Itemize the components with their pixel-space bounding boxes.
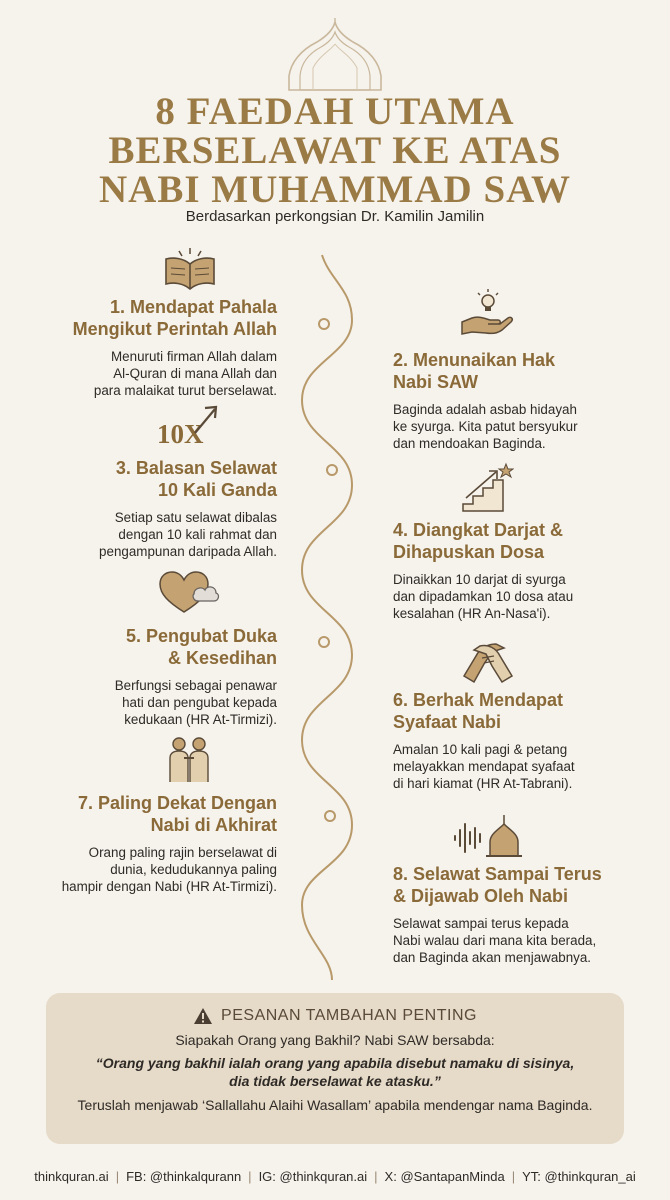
mosque-dome-icon	[275, 18, 395, 93]
benefit-4-title: 4. Diangkat Darjat & Dihapuskan Dosa	[393, 520, 564, 562]
two-people-icon	[166, 736, 212, 784]
notice-question: Siapakah Orang yang Bakhil? Nabi SAW bersabda:	[175, 1032, 495, 1048]
quran-book-icon	[163, 244, 217, 292]
benefit-item-6	[393, 689, 575, 792]
footer-link-website[interactable]: thinkquran.ai	[34, 1169, 109, 1184]
notice-title: PESANAN TAMBAHAN PENTING	[46, 1007, 624, 1025]
benefit-8-title: 8. Selawat Sampai Terus & Dijawab Oleh Nabi	[393, 864, 602, 906]
benefit-item-7	[62, 792, 277, 895]
clasped-hands-icon	[460, 636, 516, 686]
footer-divider: |	[248, 1169, 252, 1184]
title-line-3: NABI MUHAMMAD SAW	[99, 168, 571, 211]
footer-link-youtube[interactable]: YT: @thinkquran_ai	[522, 1169, 636, 1184]
benefit-1-desc: Menuruti firman Allah dalam Al-Quran di mana Allah dan para malaikat turut berselawat.	[93, 349, 277, 398]
footer-divider: |	[374, 1169, 378, 1184]
heart-cloud-icon	[158, 570, 220, 616]
benefit-2-title: 2. Menunaikan Hak Nabi SAW	[393, 350, 556, 392]
ten-times-icon	[155, 405, 221, 451]
benefit-5-title: 5. Pengubat Duka & Kesedihan	[125, 626, 277, 668]
footer-divider: |	[115, 1169, 120, 1184]
page-title	[0, 92, 670, 209]
benefit-item-5	[115, 625, 277, 728]
notice-footer: Teruslah menjawab ‘Sallallahu Alaihi Wasallam’ apabila mendengar nama Baginda.	[77, 1097, 593, 1113]
benefit-item-8	[393, 863, 602, 966]
benefit-item-4	[393, 519, 573, 622]
footer-link-facebook[interactable]: FB: @thinkalqurann	[126, 1169, 242, 1184]
benefit-3-desc: Setiap satu selawat dibalas dengan 10 kali rahmat dan pengampunan daripada Allah.	[99, 510, 277, 559]
warning-icon	[193, 1007, 213, 1025]
important-notice-box	[46, 993, 624, 1144]
footer-divider: |	[511, 1169, 516, 1184]
benefit-item-3	[99, 457, 277, 560]
notice-quote: “Orang yang bakhil ialah orang yang apabila disebut namaku di sisinya, dia tidak berselawat ke atasku.”	[95, 1055, 575, 1089]
footer-link-x[interactable]: X: @SantapanMinda	[384, 1169, 505, 1184]
social-footer	[0, 1169, 670, 1184]
benefit-2-desc: Baginda adalah asbab hidayah ke syurga. Kita patut bersyukur dan mendoakan Baginda.	[393, 402, 578, 451]
title-line-2: BERSELAWAT KE ATAS	[108, 129, 562, 172]
ten-times-label: 10X	[157, 419, 204, 449]
benefit-4-desc: Dinaikkan 10 darjat di syurga dan dipadamkan 10 dosa atau kesalahan (HR An-Nasa'i).	[393, 572, 574, 621]
benefit-item-1	[73, 296, 277, 399]
title-line-1: 8 FAEDAH UTAMA	[155, 90, 515, 133]
benefit-6-title: 6. Berhak Mendapat Syafaat Nabi	[393, 690, 564, 732]
benefit-7-title: 7. Paling Dekat Dengan Nabi di Akhirat	[77, 793, 277, 835]
benefit-item-2	[393, 349, 578, 452]
hand-lightbulb-icon	[458, 288, 514, 336]
benefit-3-title: 3. Balasan Selawat 10 Kali Ganda	[115, 458, 277, 500]
benefit-6-desc: Amalan 10 kali pagi & petang melayakkan mendapat syafaat di hari kiamat (HR At-Tabrani).	[393, 742, 575, 791]
benefit-5-desc: Berfungsi sebagai penawar hati dan pengubat kepada kedukaan (HR At-Tirmizi).	[114, 678, 277, 727]
benefit-7-desc: Orang paling rajin berselawat di dunia, kedudukannya paling hampir dengan Nabi (HR At-Tirmizi).	[61, 845, 277, 894]
page-subtitle: Berdasarkan perkongsian Dr. Kamilin Jamilin	[185, 208, 485, 225]
stairs-star-icon	[460, 462, 514, 514]
benefit-8-desc: Selawat sampai terus kepada Nabi walau dari mana kita berada, dan Baginda akan menjawabnya.	[393, 916, 597, 965]
footer-link-instagram[interactable]: IG: @thinkquran.ai	[258, 1169, 368, 1184]
benefit-1-title: 1. Mendapat Pahala Mengikut Perintah Allah	[72, 297, 277, 339]
sound-mosque-icon	[452, 812, 524, 860]
